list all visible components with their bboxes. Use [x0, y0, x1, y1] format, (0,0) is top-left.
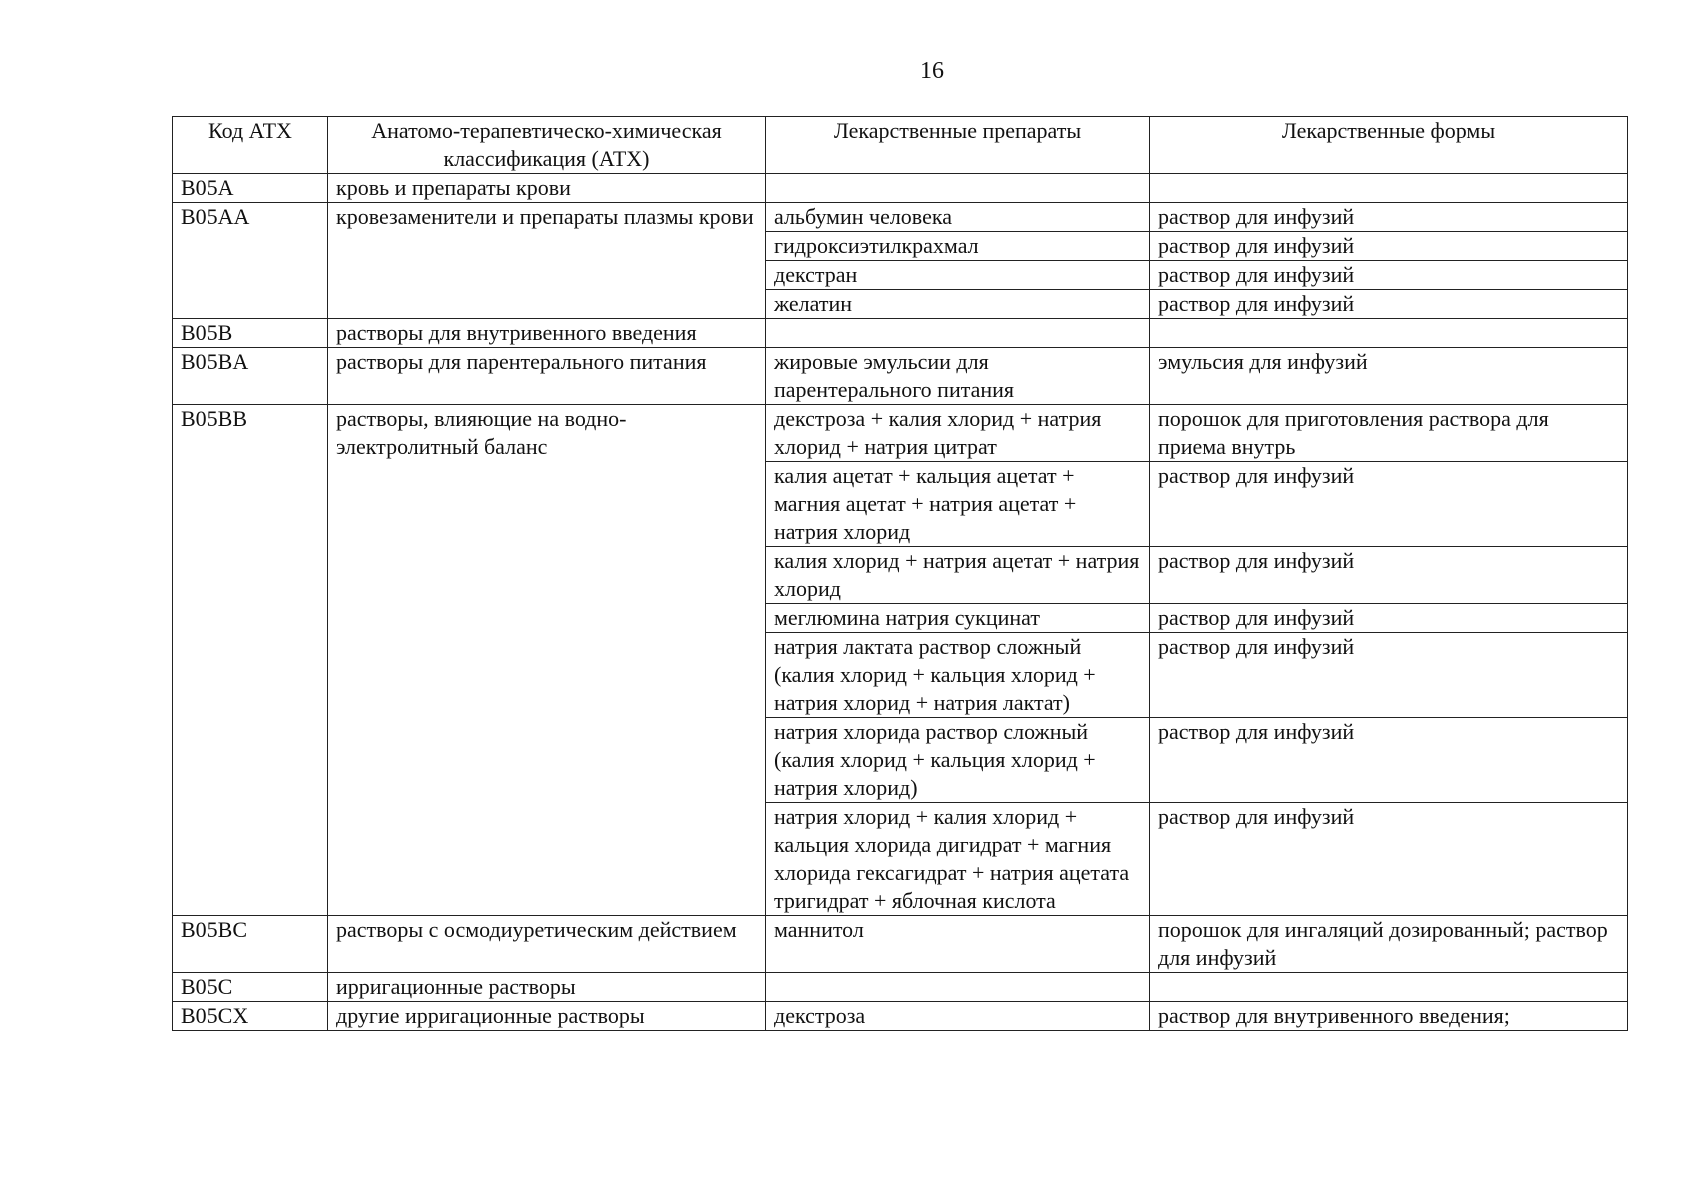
table-row: [173, 973, 1628, 1002]
drug-cell: [766, 174, 1150, 203]
table-row: [173, 319, 1628, 348]
atc-classification-cell: растворы, влияющие на водно-электролитный баланс: [328, 405, 766, 916]
atc-classification-cell: кровезаменители и препараты плазмы крови: [328, 203, 766, 319]
atc-classification-cell: растворы для парентерального питания: [328, 348, 766, 405]
header-forms: Лекарственные формы: [1150, 117, 1628, 174]
header-classification: Анатомо-терапевтическо-химическая классификация (АТХ): [328, 117, 766, 174]
atc-code-cell: B05A: [173, 174, 328, 203]
atc-classification-cell: растворы с осмодиуретическим действием: [328, 916, 766, 973]
atc-code-cell: B05BB: [173, 405, 328, 916]
dosage-form-cell: порошок для ингаляций дозированный; раствор для инфузий: [1150, 916, 1628, 973]
dosage-form-cell: [1150, 174, 1628, 203]
dosage-form-cell: [1150, 973, 1628, 1002]
atc-classification-cell: кровь и препараты крови: [328, 174, 766, 203]
table-row: [173, 203, 1628, 232]
dosage-form-cell: эмульсия для инфузий: [1150, 348, 1628, 405]
atc-classification-cell: растворы для внутривенного введения: [328, 319, 766, 348]
drug-cell: желатин: [766, 290, 1150, 319]
dosage-form-cell: раствор для внутривенного введения;: [1150, 1002, 1628, 1031]
table-header-row: [173, 117, 1628, 174]
dosage-form-cell: раствор для инфузий: [1150, 462, 1628, 547]
drug-cell: меглюмина натрия сукцинат: [766, 604, 1150, 633]
drug-cell: натрия хлорид + калия хлорид + кальция хлорида дигидрат + магния хлорида гексагидрат + натрия ацетата тригидрат + яблочная кислота: [766, 803, 1150, 916]
header-code: Код АТХ: [173, 117, 328, 174]
dosage-form-cell: раствор для инфузий: [1150, 718, 1628, 803]
drug-cell: альбумин человека: [766, 203, 1150, 232]
drug-cell: натрия хлорида раствор сложный (калия хлорид + кальция хлорид + натрия хлорид): [766, 718, 1150, 803]
dosage-form-cell: раствор для инфузий: [1150, 232, 1628, 261]
dosage-form-cell: раствор для инфузий: [1150, 604, 1628, 633]
dosage-form-cell: порошок для приготовления раствора для приема внутрь: [1150, 405, 1628, 462]
drug-cell: жировые эмульсии для парентерального питания: [766, 348, 1150, 405]
table-row: [173, 916, 1628, 973]
drug-cell: декстроза + калия хлорид + натрия хлорид + натрия цитрат: [766, 405, 1150, 462]
table-row: [173, 1002, 1628, 1031]
atc-classification-cell: ирригационные растворы: [328, 973, 766, 1002]
header-drugs: Лекарственные препараты: [766, 117, 1150, 174]
table-row: [173, 348, 1628, 405]
dosage-form-cell: раствор для инфузий: [1150, 803, 1628, 916]
drug-cell: декстран: [766, 261, 1150, 290]
drug-cell: гидроксиэтилкрахмал: [766, 232, 1150, 261]
drug-cell: калия ацетат + кальция ацетат + магния ацетат + натрия ацетат + натрия хлорид: [766, 462, 1150, 547]
drug-cell: декстроза: [766, 1002, 1150, 1031]
table-body: [173, 174, 1628, 1031]
table-row: [173, 174, 1628, 203]
dosage-form-cell: раствор для инфузий: [1150, 633, 1628, 718]
drug-cell: [766, 319, 1150, 348]
drug-cell: калия хлорид + натрия ацетат + натрия хлорид: [766, 547, 1150, 604]
atc-code-cell: B05AA: [173, 203, 328, 319]
atc-classification-cell: другие ирригационные растворы: [328, 1002, 766, 1031]
drug-cell: [766, 973, 1150, 1002]
atc-code-cell: B05C: [173, 973, 328, 1002]
dosage-form-cell: раствор для инфузий: [1150, 547, 1628, 604]
atc-code-cell: B05B: [173, 319, 328, 348]
dosage-form-cell: раствор для инфузий: [1150, 203, 1628, 232]
atc-code-cell: B05CX: [173, 1002, 328, 1031]
table-row: [173, 405, 1628, 462]
page-number: 16: [920, 58, 944, 84]
drug-cell: маннитол: [766, 916, 1150, 973]
atc-code-cell: B05BC: [173, 916, 328, 973]
atc-table: [172, 116, 1628, 1031]
dosage-form-cell: раствор для инфузий: [1150, 290, 1628, 319]
dosage-form-cell: раствор для инфузий: [1150, 261, 1628, 290]
dosage-form-cell: [1150, 319, 1628, 348]
atc-code-cell: B05BA: [173, 348, 328, 405]
drug-cell: натрия лактата раствор сложный (калия хлорид + кальция хлорид + натрия хлорид + натрия лактат): [766, 633, 1150, 718]
